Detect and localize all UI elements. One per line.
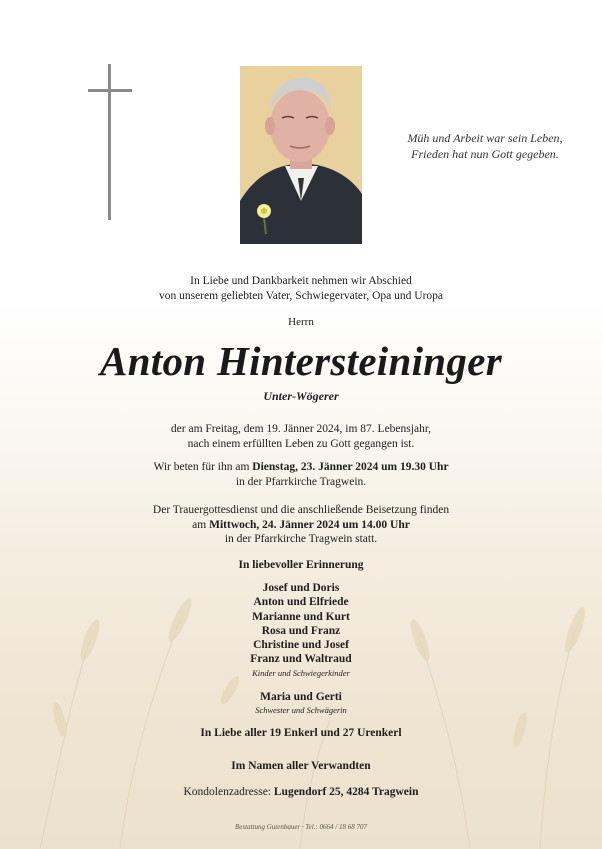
funeral-date: Mittwoch, 24. Jänner 2024 um 14.00 Uhr <box>209 518 410 531</box>
prayer-date: Dienstag, 23. Jänner 2024 um 19.30 Uhr <box>252 461 449 473</box>
funeral-home-footer: Bestattung Gutenbauer · Tel.: 0664 / 18 68 707 <box>235 823 367 831</box>
funeral-prefix: am <box>192 518 210 531</box>
prayer-notice <box>0 460 602 489</box>
children-list <box>0 581 602 679</box>
quote-line-1: Müh und Arbeit war sein Leben, <box>407 131 563 145</box>
children-caption: Kinder und Schwiegerkinder <box>252 667 350 678</box>
list-item: Anton und Elfriede <box>253 596 349 609</box>
house-name: Unter-Wögerer <box>263 389 339 403</box>
siblings-block <box>0 690 602 716</box>
remembrance-heading: In liebevoller Erinnerung <box>238 559 364 571</box>
list-item: Christine und Josef <box>253 639 349 652</box>
intro-line-2: von unserem geliebten Vater, Schwiegervater, Opa und Uropa <box>158 290 444 302</box>
salutation: Herrn <box>288 316 314 328</box>
list-item: Josef und Doris <box>262 582 340 594</box>
grandchildren-line: In Liebe aller 19 Enkerl und 27 Urenkerl <box>200 727 402 739</box>
intro-text <box>0 274 602 304</box>
prayer-location: in der Pfarrkirche Tragwein. <box>235 475 367 488</box>
condolence-address <box>0 786 602 798</box>
condolence-label: Kondolenzadresse: <box>183 786 274 798</box>
portrait-photo <box>240 66 362 244</box>
death-notice-line-1: der am Freitag, dem 19. Jänner 2024, im 87. Lebensjahr, <box>170 423 432 435</box>
intro-line-1: In Liebe und Dankbarkeit nehmen wir Abschied <box>190 275 412 287</box>
funeral-date-line <box>0 518 602 533</box>
funeral-line-1: Der Trauergottesdienst und die anschließende Beisetzung finden <box>152 504 450 516</box>
relatives-line: Im Namen aller Verwandten <box>231 760 371 772</box>
list-item: Rosa und Franz <box>261 624 341 637</box>
memorial-quote <box>380 130 590 162</box>
death-notice <box>0 422 602 451</box>
funeral-notice <box>0 503 602 547</box>
siblings-names: Maria und Gerti <box>260 691 342 703</box>
death-notice-line-2: nach einem erfüllten Leben zu Gott gegangen ist. <box>187 437 415 450</box>
condolence-address-value: Lugendorf 25, 4284 Tragwein <box>273 786 419 798</box>
list-item: Franz und Waltraud <box>250 653 352 666</box>
prayer-prefix: Wir beten für ihn am <box>153 461 253 473</box>
funeral-location: in der Pfarrkirche Tragwein statt. <box>224 533 378 545</box>
quote-line-2: Frieden hat nun Gott gegeben. <box>411 147 559 161</box>
list-item: Marianne und Kurt <box>252 610 350 623</box>
prayer-line <box>0 460 602 475</box>
siblings-caption: Schwester und Schwägerin <box>255 705 347 715</box>
deceased-name: Anton Hintersteininger <box>100 338 502 384</box>
